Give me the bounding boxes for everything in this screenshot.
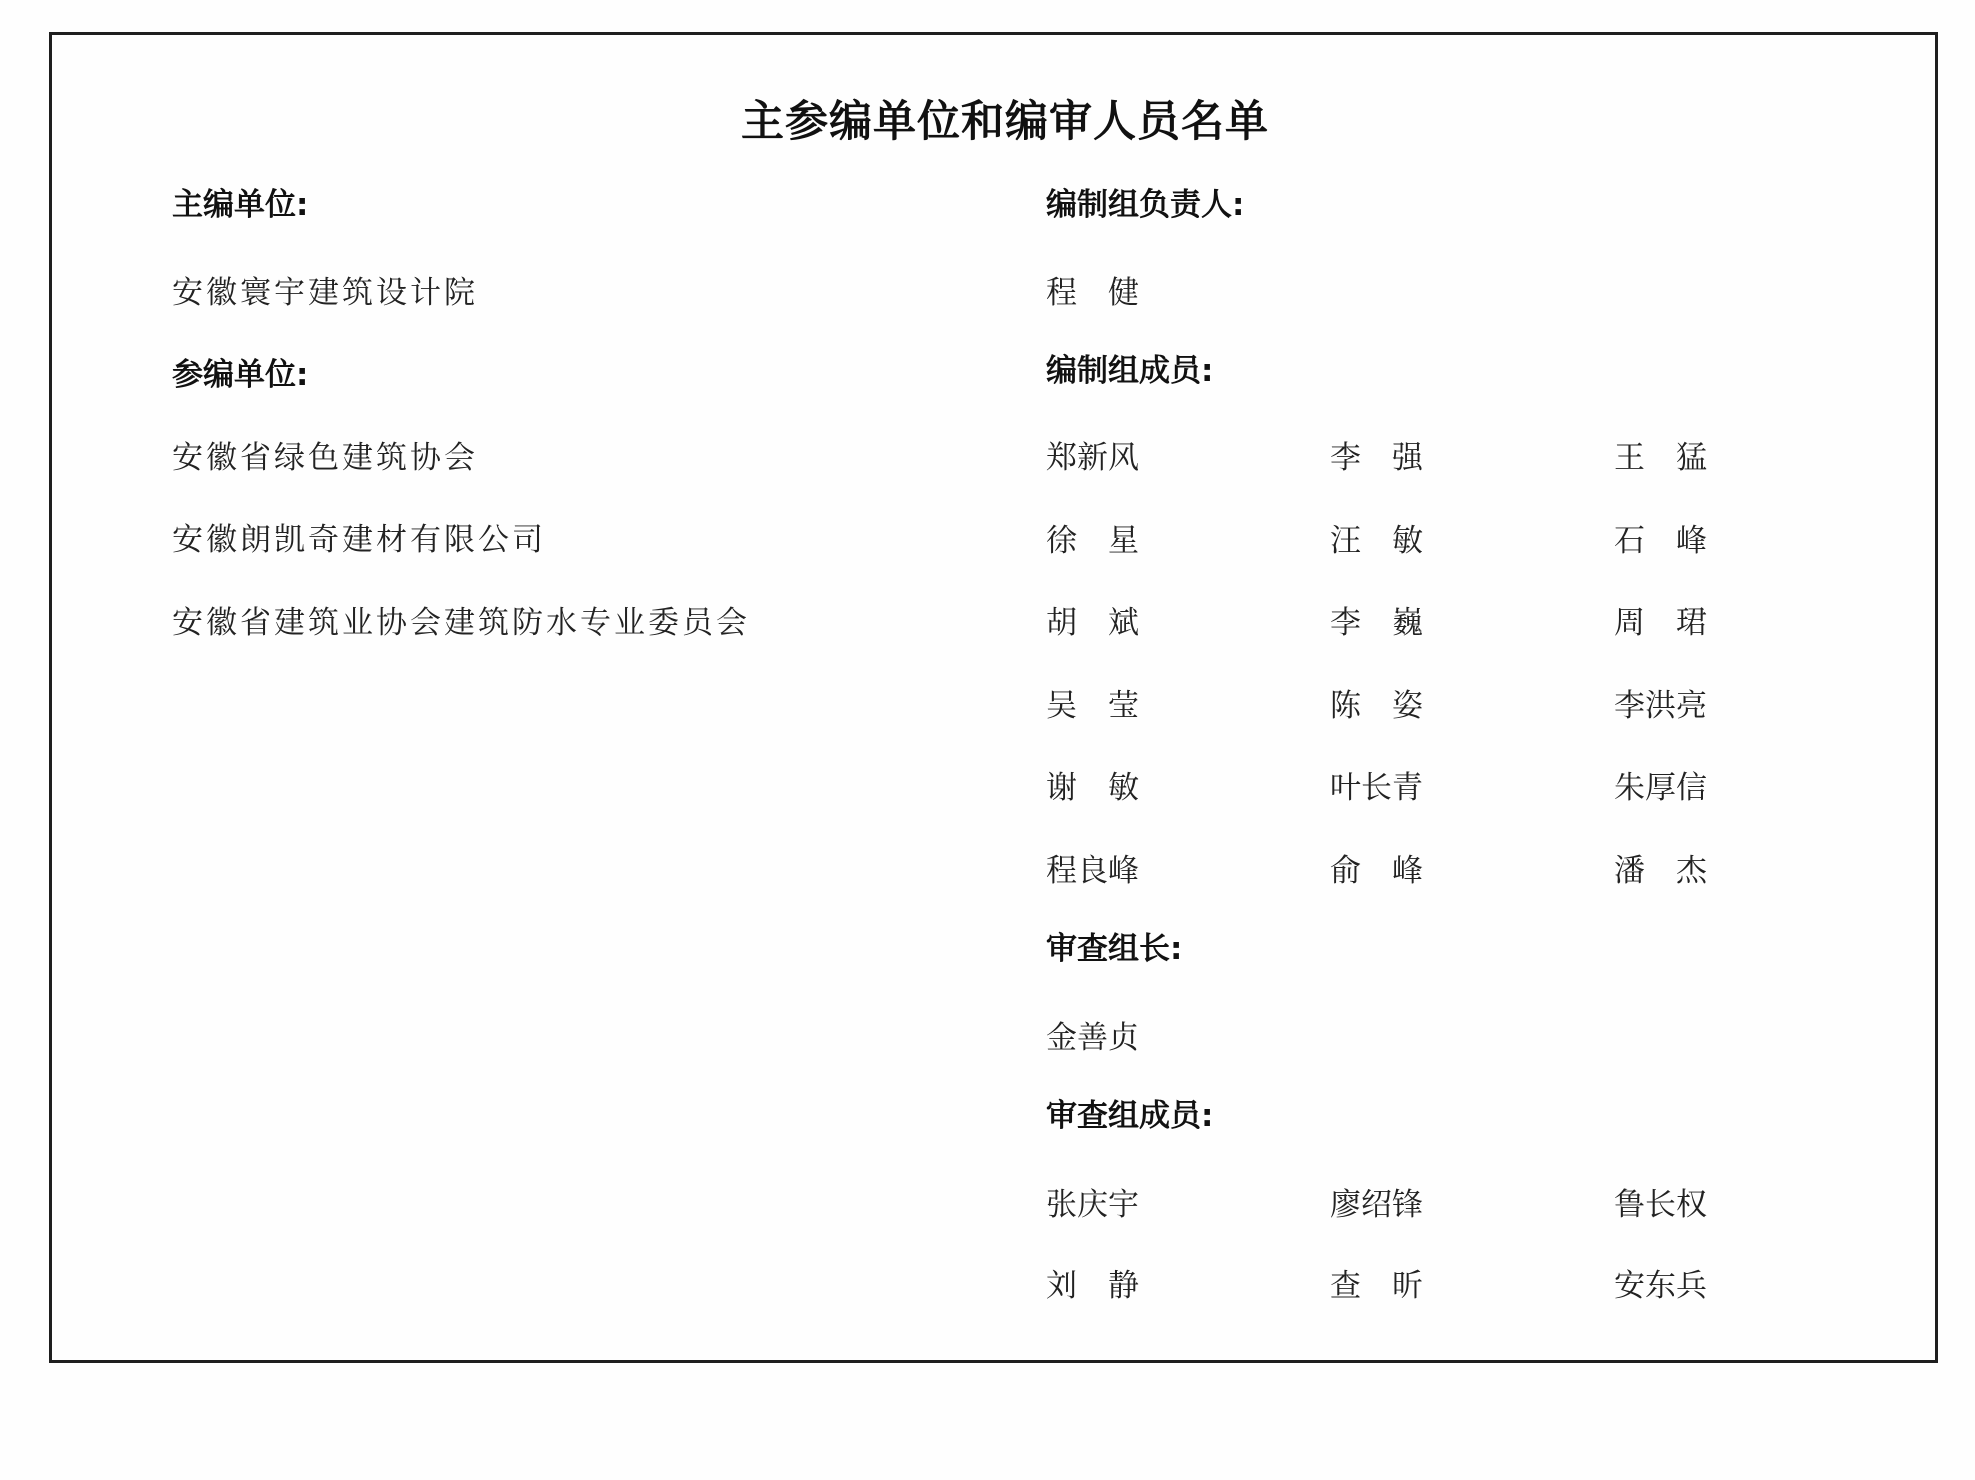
member-name: 徐 星 [1046, 522, 1139, 559]
participating-unit: 安徽朗凯奇建材有限公司 [172, 522, 546, 558]
compile-leader-name: 程 健 [1046, 275, 1139, 311]
participating-unit: 安徽省建筑业协会建筑防水专业委员会 [172, 605, 750, 641]
member-name: 张庆宇 [1046, 1187, 1139, 1223]
member-name: 刘 静 [1046, 1268, 1139, 1304]
member-name: 查 昕 [1330, 1268, 1423, 1304]
review-members-label: 审查组成员: [1046, 1098, 1214, 1134]
member-name: 谢 敏 [1046, 770, 1139, 806]
member-name: 李 强 [1330, 440, 1423, 476]
participating-units-label: 参编单位: [172, 357, 309, 393]
member-name: 胡 斌 [1046, 605, 1139, 641]
member-name: 汪 敏 [1330, 522, 1423, 559]
member-name: 王 猛 [1614, 440, 1707, 476]
member-name: 陈 姿 [1330, 687, 1423, 724]
review-leader-name: 金善贞 [1046, 1020, 1139, 1056]
member-name: 叶长青 [1330, 770, 1423, 806]
member-name: 朱厚信 [1614, 770, 1707, 806]
compile-members-label: 编制组成员: [1046, 353, 1214, 389]
page-title: 主参编单位和编审人员名单 [741, 97, 1269, 147]
member-name: 俞 峰 [1330, 852, 1423, 889]
member-name: 廖绍锋 [1330, 1187, 1423, 1223]
member-name: 潘 杰 [1614, 852, 1707, 889]
member-name: 李 巍 [1330, 605, 1423, 641]
member-name: 周 珺 [1614, 605, 1707, 641]
review-leader-label: 审查组长: [1046, 931, 1183, 967]
member-name: 石 峰 [1614, 522, 1707, 559]
member-name: 鲁长权 [1614, 1187, 1707, 1223]
participating-unit: 安徽省绿色建筑协会 [172, 440, 478, 476]
chief-unit: 安徽寰宇建筑设计院 [172, 275, 478, 311]
member-name: 李洪亮 [1614, 687, 1707, 724]
member-name: 郑新风 [1046, 440, 1139, 476]
member-name: 程良峰 [1046, 852, 1139, 889]
chief-unit-label: 主编单位: [172, 187, 309, 223]
compile-leader-label: 编制组负责人: [1046, 187, 1245, 223]
member-name: 安东兵 [1614, 1268, 1707, 1304]
member-name: 吴 莹 [1046, 687, 1139, 724]
